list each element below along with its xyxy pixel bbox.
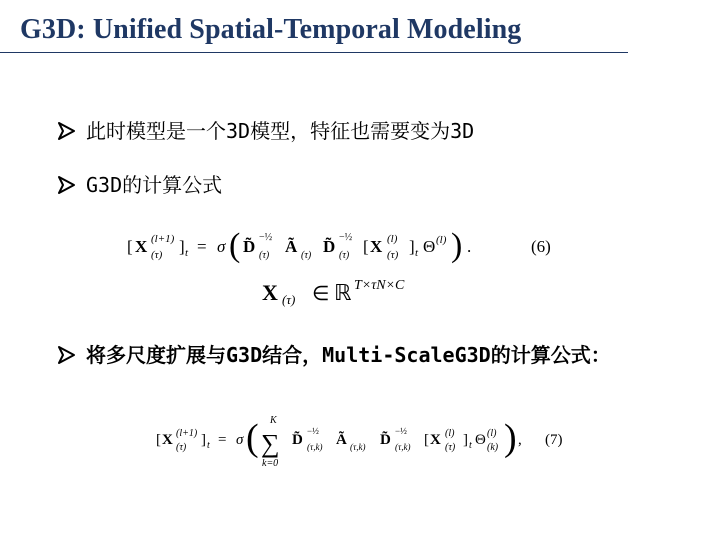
svg-text:): ) [451,227,463,264]
svg-text:(l): (l) [487,428,497,439]
svg-text:σ: σ [236,432,244,448]
tensor-definition [258,272,478,312]
svg-text:K: K [270,415,277,426]
svg-text:=: = [218,432,227,448]
svg-text:]: ] [463,432,468,448]
svg-text:(: ( [229,227,241,264]
svg-text:t: t [207,440,210,451]
svg-text:(τ): (τ) [176,442,187,453]
svg-text:t: t [185,247,189,259]
bullet-text: 此时模型是一个3D模型，特征也需要变为3D [86,119,475,143]
equation-6-number: (6) [531,237,551,256]
svg-text:]: ] [409,237,415,256]
svg-text:[: [ [363,237,369,256]
title-underline [0,52,628,53]
svg-text:D̃: D̃ [323,237,336,256]
svg-text:∈: ∈ [312,283,330,305]
svg-text:T×τN×C: T×τN×C [354,278,405,293]
svg-text:Ã: Ã [285,237,298,256]
svg-text:t: t [469,440,472,451]
svg-text:(l): (l) [387,233,398,245]
svg-text:X: X [135,237,148,256]
svg-text:X: X [162,432,173,448]
svg-text:D̃: D̃ [243,237,256,256]
svg-text:(τ,k): (τ,k) [307,442,323,452]
svg-text:X: X [370,237,383,256]
svg-text:−½: −½ [259,232,273,243]
svg-text:Θ: Θ [423,237,436,256]
svg-text:(τ,k): (τ,k) [350,442,366,452]
equation-7 [150,412,580,472]
svg-text:=: = [197,237,207,256]
svg-text:(l+1): (l+1) [176,428,198,439]
svg-text:X: X [262,280,278,305]
svg-text:(τ,k): (τ,k) [395,442,411,452]
svg-text:−½: −½ [395,426,407,436]
svg-text:]: ] [179,237,185,256]
svg-text:]: ] [201,432,206,448]
svg-text:ℝ: ℝ [334,280,352,305]
svg-text:σ: σ [217,237,226,256]
svg-text:(τ): (τ) [259,250,270,261]
svg-text:(l): (l) [445,428,455,439]
svg-text:[: [ [156,432,161,448]
svg-text:k=0: k=0 [262,458,279,469]
svg-text:[: [ [424,432,429,448]
svg-text:[: [ [127,237,133,256]
arrow-bullet-icon [56,170,78,200]
svg-text:Θ: Θ [475,432,486,448]
slide-title: G3D: Unified Spatial-Temporal Modeling [20,14,522,45]
bullet-text: 将多尺度扩展与G3D结合，Multi-ScaleG3D的计算公式： [86,343,611,367]
svg-text:): ) [504,417,517,459]
svg-text:−½: −½ [339,232,353,243]
svg-text:(τ): (τ) [151,249,163,261]
bullet-text: G3D的计算公式 [86,173,223,197]
svg-text:(τ): (τ) [387,249,399,261]
svg-text:(l+1): (l+1) [151,233,175,245]
equation-6 [125,222,565,272]
equation-7-number: (7) [545,432,563,448]
svg-text:(τ): (τ) [301,250,312,261]
svg-text:t: t [415,247,419,259]
svg-text:Ã: Ã [336,432,347,448]
arrow-bullet-icon [56,340,78,370]
svg-text:X: X [430,432,441,448]
svg-text:(: ( [246,417,259,459]
svg-text:(l): (l) [436,234,447,246]
svg-text:∑: ∑ [261,429,280,458]
svg-text:(τ): (τ) [339,250,350,261]
svg-text:(τ): (τ) [445,442,456,453]
svg-text:−½: −½ [307,426,319,436]
arrow-bullet-icon [56,116,78,146]
svg-text:.: . [467,237,472,256]
svg-text:D̃: D̃ [292,432,303,448]
svg-text:,: , [518,432,522,448]
svg-text:(k): (k) [487,442,499,453]
svg-text:(τ): (τ) [282,292,296,307]
svg-text:D̃: D̃ [380,432,391,448]
